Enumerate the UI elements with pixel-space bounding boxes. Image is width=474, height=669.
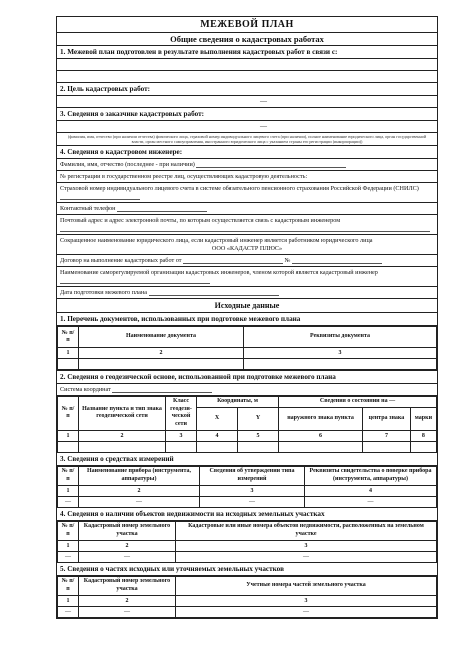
t1-col-num: № п/п [58,327,79,348]
section-2-line [57,96,437,108]
t3-dash-4: — [305,496,437,507]
engineer-contract-no-line [292,257,382,264]
coordinate-system-line [112,386,212,393]
general-info-header: Общие сведения о кадастровых работах [57,33,437,46]
coordinate-system-label: Система координат [60,386,111,393]
engineer-snils-label: Страховой номер индивидуального лицевого счета в системе обязательного пенсионного страхования Российской Федерации (СНИЛС) [60,185,419,192]
t3-dash-1: — [58,496,79,507]
t2-col-num: № п/п [58,397,79,431]
t3-num-2: 2 [79,485,200,496]
t4-dash-1: — [58,551,79,562]
t2-num-2: 2 [79,430,166,441]
t1-col-name: Наименование документа [79,327,244,348]
t4-num-2: 2 [79,540,176,551]
engineer-phone-label: Контактный телефон [60,205,116,212]
engineer-org-value: ООО «КАДАСТР ПЛЮС» [211,244,283,252]
engineer-snils [57,183,437,203]
engineer-fio [57,159,437,171]
t4-col-objects: Кадастровые или иные номера объектов недвижимости, расположенных на земельном участке [176,521,437,540]
section-3-heading: 3. Сведения о заказчике кадастровых работ: [57,108,437,121]
section-1-line-2 [57,71,437,83]
section-1-heading: 1. Межевой план подготовлен в результате выполнения кадастровых работ в связи с: [57,46,437,59]
t2-col-outer: наружного знака пункта [279,407,363,430]
plan-date-label: Дата подготовки межевого плана [60,289,147,296]
section-2-dash: — [260,97,267,105]
t1-num-1: 1 [58,348,79,359]
coordinate-system [57,384,437,396]
table-row [58,359,79,370]
t2-col-marks: марки [410,407,436,430]
engineer-email [57,215,437,235]
table-4-title: 4. Сведения о наличии объектов недвижимости на исходных земельных участках [57,508,437,521]
geodetic-table [57,396,437,453]
engineer-fio-line [196,161,346,168]
document-title: МЕЖЕВОЙ ПЛАН [57,17,437,33]
engineer-sro [57,267,437,287]
t2-col-center: центра знака [363,407,411,430]
table-5-title: 5. Сведения о частях исходных или уточняемых земельных участков [57,563,437,576]
t2-col-y: Y [238,407,279,430]
t2-col-coords: Координаты, м [197,397,279,408]
real-estate-table [57,521,437,563]
t5-num-2: 2 [79,595,176,606]
t4-dash-3: — [176,551,437,562]
t2-num-5: 5 [238,430,279,441]
t2-col-x: X [197,407,238,430]
t4-num-1: 1 [58,540,79,551]
engineer-reg-label: № регистрации в государственном реестре лиц, осуществляющих кадастровую деятельность: [60,173,308,180]
t5-dash-1: — [58,606,79,617]
engineer-contract-no-label: № [284,257,291,264]
engineer-fio-label: Фамилия, имя, отчество (последнее - при наличии) [60,161,195,168]
instruments-table [57,466,437,508]
initial-data-header: Исходные данные [57,299,437,313]
t5-num-3: 3 [176,595,437,606]
t1-num-2: 2 [79,348,244,359]
t4-num-3: 3 [176,540,437,551]
engineer-phone [57,203,437,215]
engineer-contract [57,255,437,267]
section-1-line [57,59,437,71]
t3-col-device: Наименование прибора (инструмента, аппаратуры) [79,466,200,485]
t3-num-3: 3 [200,485,305,496]
engineer-snils-line [60,193,140,200]
t2-num-7: 7 [363,430,411,441]
t3-num-1: 1 [58,485,79,496]
t3-col-approval: Сведения об утверждении типа измерений [200,466,305,485]
t2-col-name: Название пункта и тип знака геодезической сети [79,397,166,431]
t3-dash-3: — [200,496,305,507]
t4-col-num: № п/п [58,521,79,540]
table-2-title: 2. Сведения о геодезической основе, использованной при подготовке межевого плана [57,370,437,384]
t5-col-cadastral: Кадастровый номер земельного участка [79,576,176,595]
t3-col-cert: Реквизиты свидетельства о поверке прибора (инструмента, аппаратуры) [305,466,437,485]
t5-col-num: № п/п [58,576,79,595]
plan-date-line [149,289,279,296]
engineer-sro-label: Наименование саморегулируемой организации кадастровых инженеров, членом которой является кадастровый инженер [60,269,378,276]
t2-col-state: Сведения о состоянии на — [279,397,437,408]
section-3-line [57,121,437,133]
section-2-heading: 2. Цель кадастровых работ: [57,83,437,96]
t4-col-cadastral: Кадастровый номер земельного участка [79,521,176,540]
table-3-title: 3. Сведения о средствах измерений [57,453,437,466]
t4-dash-2: — [79,551,176,562]
t1-col-details: Реквизиты документа [244,327,437,348]
t5-col-parts: Учетные номера частей земельного участка [176,576,437,595]
engineer-contract-label: Договор на выполнение кадастровых работ от [60,257,182,264]
section-3-dash: — [260,122,267,130]
engineer-org [57,235,437,255]
t2-num-4: 4 [197,430,238,441]
t3-col-num: № п/п [58,466,79,485]
section-4-heading: 4. Сведения о кадастровом инженере: [57,146,437,159]
table-1-title: 1. Перечень документов, использованных при подготовке межевого плана [57,313,437,326]
plan-date [57,287,437,299]
table-row [58,441,79,452]
t5-dash-2: — [79,606,176,617]
t3-dash-2: — [79,496,200,507]
t2-num-3: 3 [166,430,197,441]
section-3-hint: (фамилия, имя, отчество (при наличии отчества) физического лица, страховой номер индивидуального лицевого счета (при наличии), полное наименование юридического лица, орган государственной власти, орган местного самоуправления, иностранного юридического лица с указанием страны его регистрации (инкорпорации)) [57,133,437,146]
engineer-email-line [60,225,430,232]
engineer-sro-line [60,277,210,284]
engineer-org-label: Сокращенное наименование юридического лица, если кадастровый инженер является работником юридического лица [60,237,373,244]
t3-num-4: 4 [305,485,437,496]
mezhevoy-plan-sheet [56,16,438,619]
t2-num-1: 1 [58,430,79,441]
t1-num-3: 3 [244,348,437,359]
t2-col-class: Класс геодези- ческой сети [166,397,197,431]
land-parts-table [57,576,437,618]
documents-table [57,326,437,370]
t2-num-6: 6 [279,430,363,441]
engineer-phone-line [117,205,207,212]
t5-num-1: 1 [58,595,79,606]
engineer-email-label: Почтовый адрес и адрес электронной почты, по которым осуществляется связь с кадастровым инженером [60,217,341,224]
t2-num-8: 8 [410,430,436,441]
t5-dash-3: — [176,606,437,617]
engineer-reg [57,171,437,183]
engineer-contract-date-line [183,257,283,264]
